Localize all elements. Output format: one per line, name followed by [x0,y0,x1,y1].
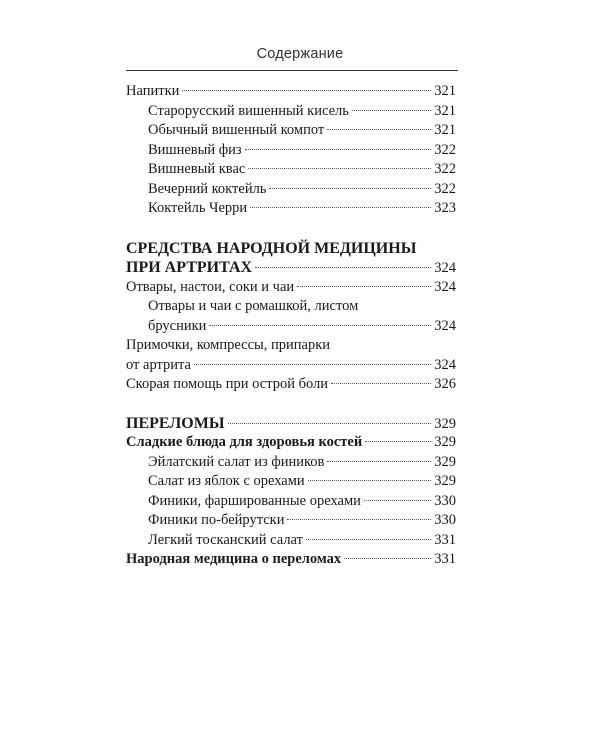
toc-entry[interactable] [126,511,456,531]
toc-entry[interactable] [126,180,456,200]
toc-page-number: 330 [434,512,456,528]
toc-entry-decoctions[interactable] [126,278,456,298]
dot-leader [245,149,432,150]
toc-entry-title: Вечерний коктейль [148,180,267,197]
toc-page-number: 326 [434,376,456,392]
dot-leader [327,129,431,130]
dot-leader [297,286,431,287]
running-head: Содержание [256,46,344,62]
dot-leader [250,207,431,208]
toc-page-number: 331 [434,551,456,567]
toc-page-number: 324 [434,260,456,276]
toc-page-number: 329 [434,473,456,489]
toc-page-number: 323 [434,200,456,216]
toc-page-number: 329 [434,434,456,450]
toc-chapter-arthritis[interactable] [126,258,456,278]
toc-entry[interactable] [126,160,456,180]
toc-page-number: 322 [434,180,456,197]
toc-entry[interactable] [126,453,456,473]
toc-page-number: 324 [434,317,456,334]
toc-entry-title: Напитки [126,83,180,99]
toc-entry-title: Салат из яблок с орехами [148,473,305,489]
toc-entry-chamomile[interactable] [126,317,456,337]
toc-page-number: 322 [434,161,456,177]
dot-leader [308,480,432,481]
spacer [126,395,456,414]
dot-leader [209,325,431,326]
toc-page-number: 321 [434,83,456,99]
toc-page-number: 324 [434,278,456,295]
toc-entry-title: от артрита [126,356,191,373]
toc-entry-title: Отвары, настои, соки и чаи [126,278,295,295]
toc-entry-title: Старорусский вишенный кисель [148,102,349,119]
toc-page-number: 324 [434,356,456,373]
dot-leader [248,168,431,169]
toc-chapter-arthritis-line1[interactable]: СРЕДСТВА НАРОДНОЙ МЕДИЦИНЫ [126,239,417,257]
toc-page-number: 329 [434,453,456,470]
toc-entry-title: Скорая помощь при острой боли [126,376,329,392]
toc-entry-drinks[interactable] [126,82,456,102]
toc-page-number: 331 [434,531,456,548]
dot-leader [255,267,431,268]
toc-entry-title: Вишневый квас [148,161,246,177]
toc-page-number: 330 [434,492,456,509]
toc-entry-title: Народная медицина о переломах [126,551,342,567]
toc-entry-title: Коктейль Черри [148,200,248,216]
toc-entry[interactable] [126,121,456,141]
toc-entry-title: Финики, фаршированные орехами [148,492,361,509]
dot-leader [194,364,431,365]
toc-entry-compresses-line1[interactable]: Примочки, компрессы, припарки [126,337,331,353]
toc-page-number: 322 [434,141,456,158]
toc-entry-title: ПРИ АРТРИТАХ [126,259,253,276]
toc-section-sweets[interactable] [126,433,456,453]
toc-entry-title: Сладкие блюда для здоровья костей [126,434,363,450]
dot-leader [365,441,431,442]
toc-chapter-fractures[interactable] [126,414,456,434]
toc-entry-compresses[interactable] [126,356,456,376]
toc-entry[interactable] [126,472,456,492]
spacer [126,219,456,239]
toc-entry-title: Эйлатский салат из фиников [148,453,325,470]
dot-leader [228,423,432,424]
toc-entry[interactable] [126,141,456,161]
dot-leader [327,461,431,462]
dot-leader [287,519,431,520]
toc-entry[interactable] [126,492,456,512]
dot-leader [364,500,431,501]
dot-leader [306,539,431,540]
toc-entry-title: Легкий тосканский салат [148,531,303,548]
dot-leader [269,188,431,189]
toc-page-number: 321 [434,122,456,138]
dot-leader [352,110,431,111]
toc-entry-chamomile-line1[interactable]: Отвары и чаи с ромашкой, листом [148,298,359,314]
toc-entry[interactable] [126,531,456,551]
dot-leader [331,383,431,384]
toc-entry-title: Обычный вишенный компот [148,122,325,138]
toc-section-folk-medicine[interactable] [126,550,456,570]
toc-entry[interactable] [126,102,456,122]
toc-entry-title: ПЕРЕЛОМЫ [126,414,225,432]
toc-entry-title: брусники [148,317,207,334]
header-rule [126,70,458,71]
toc-entry-title: Финики по-бейрутски [148,512,285,528]
toc-page-number: 321 [434,102,456,119]
toc-entry-title: Вишневый физ [148,141,242,158]
dot-leader [182,90,431,91]
toc-entry[interactable] [126,199,456,219]
table-of-contents [126,82,456,570]
toc-entry-first-aid[interactable] [126,375,456,395]
toc-page-number: 329 [434,415,456,432]
dot-leader [344,558,431,559]
